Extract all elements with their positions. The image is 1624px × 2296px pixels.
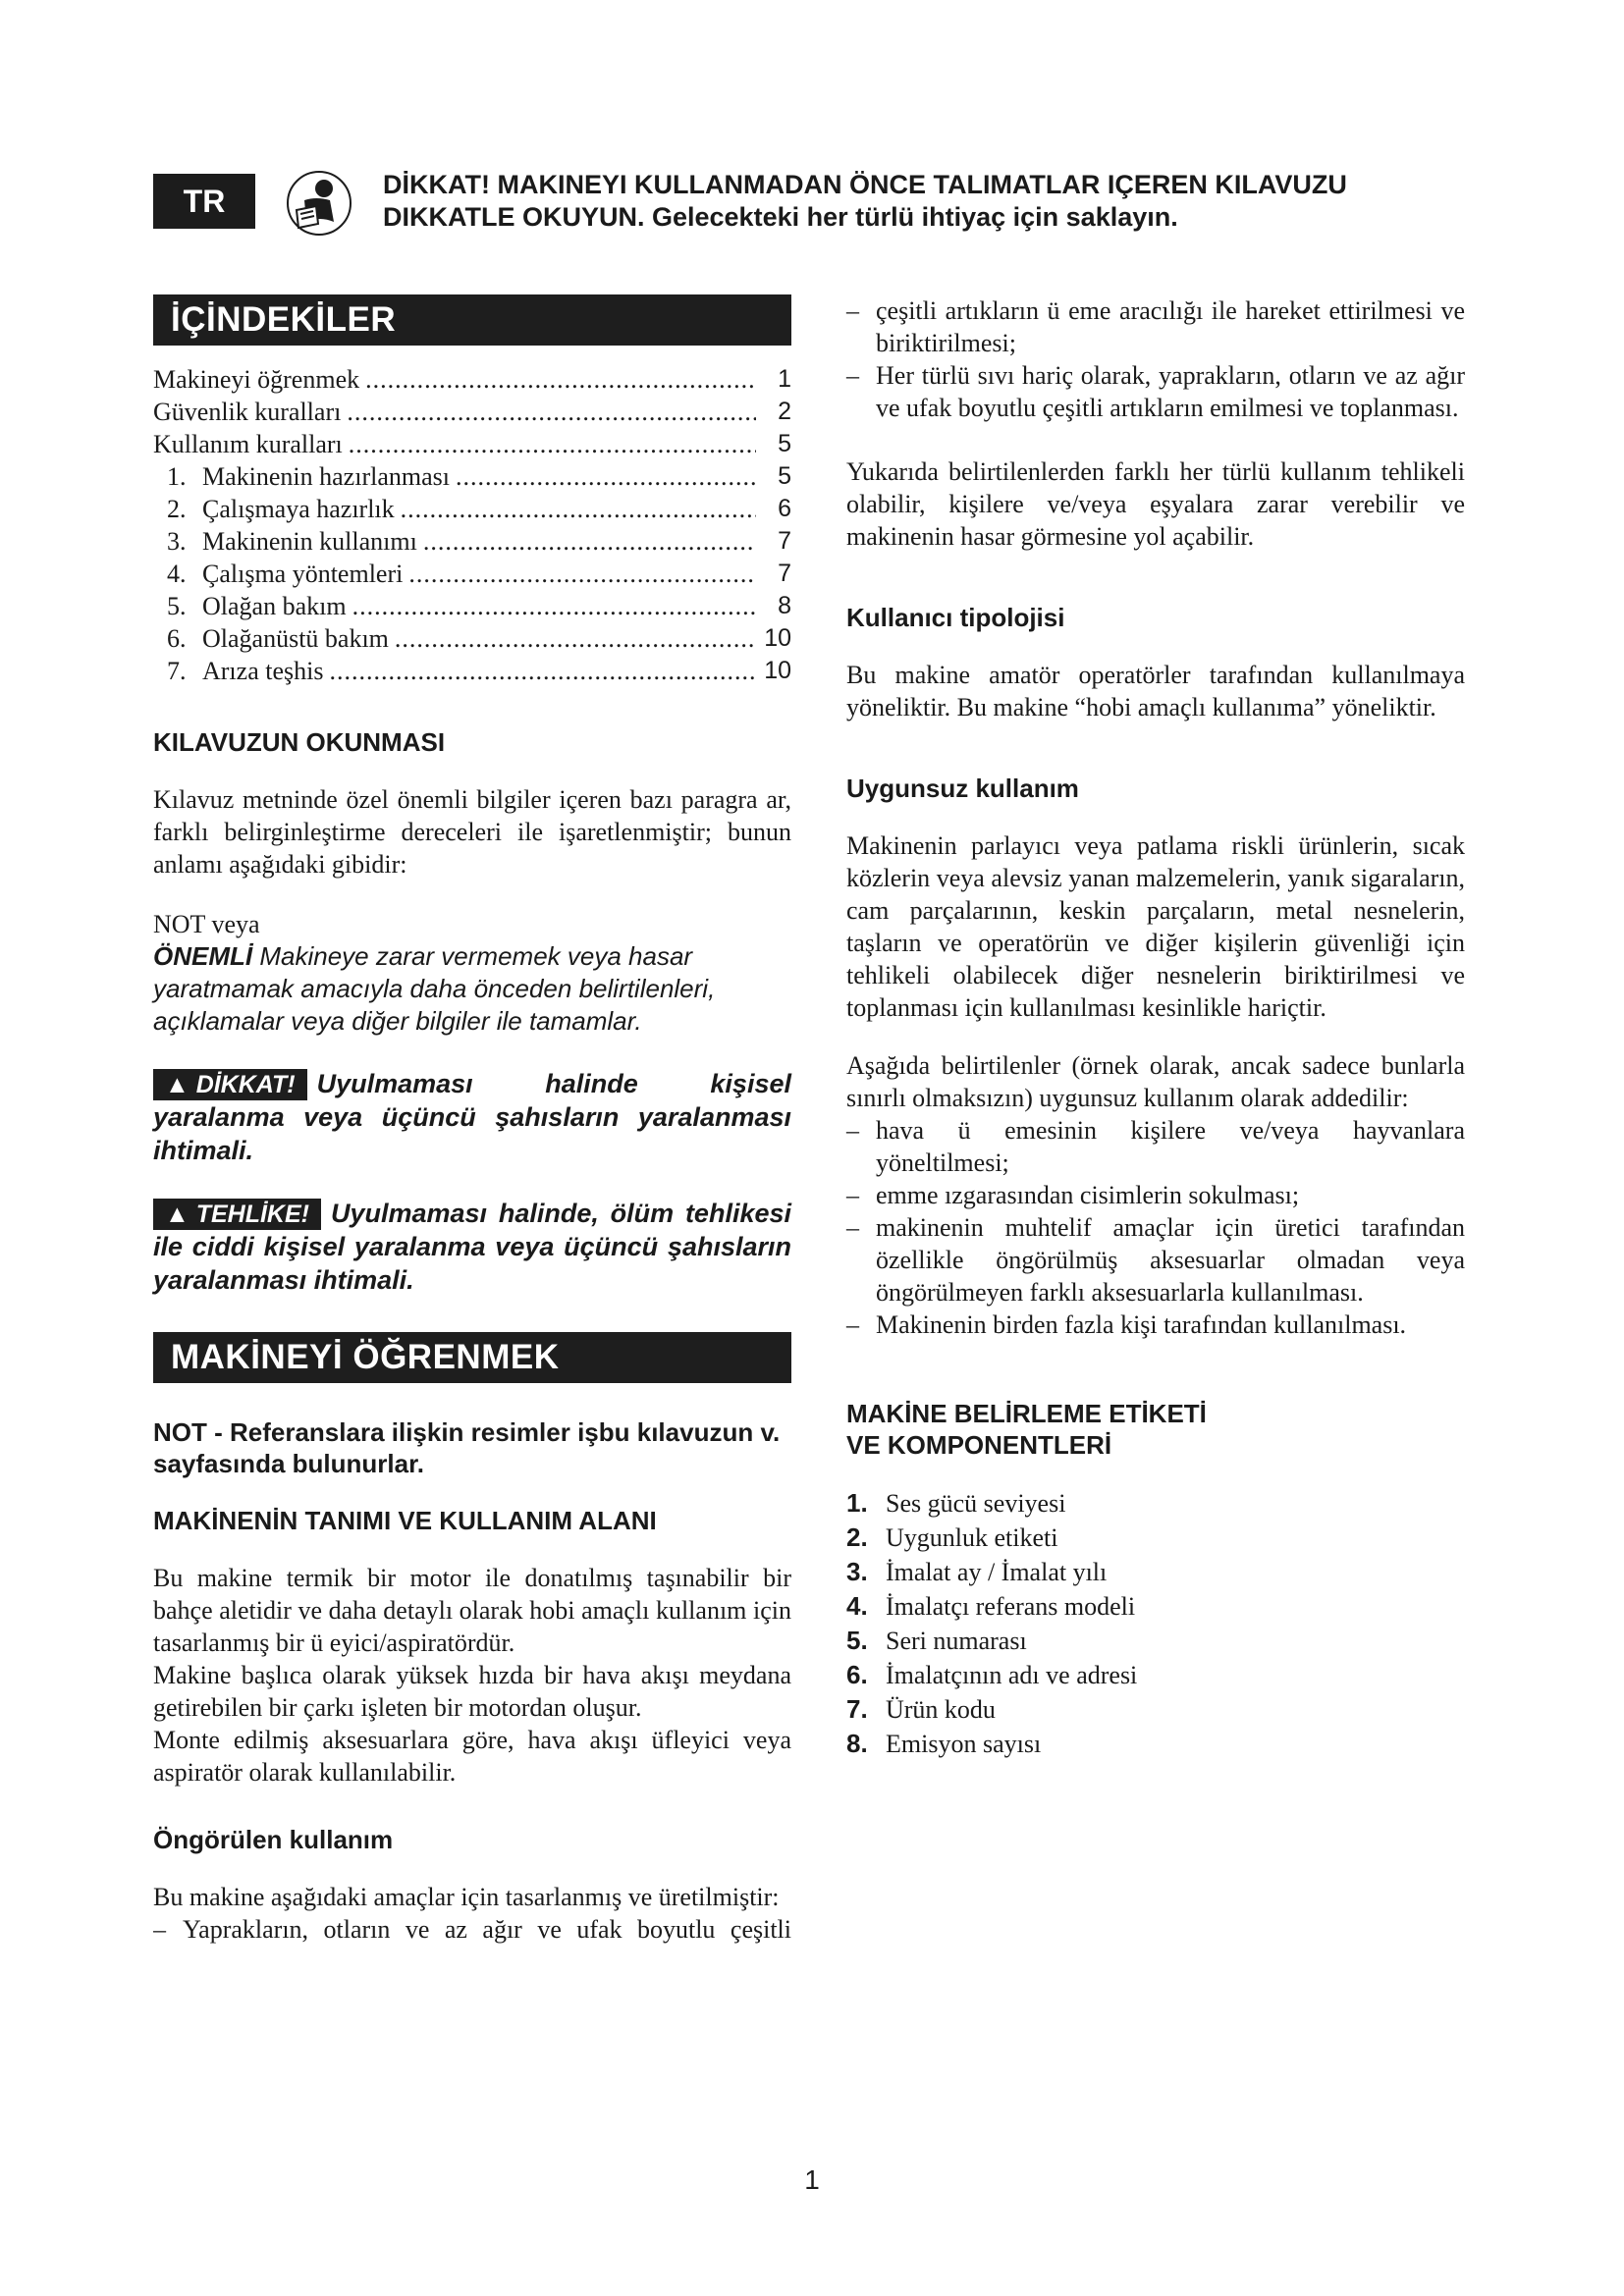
read-manual-icon	[287, 171, 352, 236]
toc-num: 4.	[167, 560, 187, 588]
intended-use-heading: Öngörülen kullanım	[153, 1825, 394, 1854]
toc-title: İÇİNDEKİLER	[153, 294, 791, 346]
toc-label: Olağanüstü bakım	[202, 624, 389, 653]
misuse-p2: Aşağıda belirtilenler (örnek olarak, ancak sadece bunlarla sınırlı olmaksızın) uygunsuz kullanım olarak addedilir:	[846, 1051, 1465, 1112]
tehlike-text: Uyulmaması halinde, ölüm tehlikesi ile ciddi kişisel yaralanma veya üçüncü şahısların yaralanması ihtimali.	[153, 1199, 791, 1295]
list-item	[846, 1727, 1465, 1761]
misuse-p1: Makinenin parlayıcı veya patlama riskli ürünlerin, sıcak közlerin veya alevsiz yanan malzemelerin, yanık sigaraların, cam parçalarının, keskin parçaların, metal nesnelerin, taşların ve operatörün ve diğer kişilerin güvenliği için tehlikeli olabilecek diğer nesnelerin biriktirilmesi ve toplanması için kullanılması kesinlikle hariçtir.	[846, 831, 1465, 1022]
onemli-text: Makineye zarar vermemek veya hasar yaratmamak amacıyla daha önceden belirtilenleri, açıklamalar veya diğer bilgiler ile tamamlar.	[153, 941, 716, 1036]
description-p2: Makine başlıca olarak yüksek hızda bir hava akışı meydana getirebilen bir çarkı işleten bir motordan oluşur.	[153, 1661, 791, 1722]
item-number: 6.	[846, 1660, 868, 1689]
list-item: – hava ü emesinin kişilere ve/veya hayvanlara yöneltilmesi;	[846, 1114, 1465, 1179]
toc-row[interactable]	[153, 655, 791, 687]
label-heading-line2: VE KOMPONENTLERİ	[846, 1430, 1112, 1460]
item-number: 8.	[846, 1729, 868, 1758]
dikkat-text: Uyulmaması halinde kişisel yaralanma veya üçüncü şahısların yaralanması ihtimali.	[153, 1069, 791, 1165]
table-of-contents	[153, 363, 791, 687]
list-item	[846, 1521, 1465, 1555]
language-badge: TR	[153, 174, 255, 229]
misuse-list	[846, 1114, 1465, 1341]
list-item: – Makinenin birden fazla kişi tarafından kullanılması.	[846, 1308, 1465, 1341]
toc-page: 5	[778, 462, 791, 490]
toc-page: 10	[764, 657, 791, 684]
toc-page: 1	[778, 365, 791, 393]
warning-triangle-icon: ▲	[165, 1071, 189, 1098]
toc-row[interactable]	[153, 460, 791, 493]
item-number: 7.	[846, 1694, 868, 1724]
header-warning-line2: DIKKATLE OKUYUN. Gelecekteki her türlü ihtiyaç için saklayın.	[383, 202, 1178, 232]
item-text: Uygunluk etiketi	[886, 1523, 1058, 1552]
toc-page: 7	[778, 527, 791, 555]
toc-num: 3.	[167, 527, 187, 556]
other-use-text: Yukarıda belirtilenlerden farklı her türlü kullanım tehlikeli olabilir, kişilere ve/veya eşyalara zarar verebilir ve makinenin hasar görmesine yol açabilir.	[846, 457, 1465, 551]
item-text: Ses gücü seviyesi	[886, 1489, 1066, 1518]
learn-title: MAKİNEYİ ÖĞRENMEK	[153, 1332, 791, 1383]
label-heading-line1: MAKİNE BELİRLEME ETİKETİ	[846, 1399, 1207, 1428]
toc-row[interactable]	[153, 590, 791, 622]
list-item: – Yaprakların, otların ve az ağır ve ufak boyutlu çeşitli	[153, 1913, 791, 1946]
list-item	[846, 1555, 1465, 1589]
reading-intro: Kılavuz metninde özel önemli bilgiler içeren bazı paragra ar, farklı belirginleştirme dereceleri ile işaretlenmiştir; bunun anlamı aşağıdaki gibidir:	[153, 785, 791, 879]
tehlike-block	[153, 1197, 791, 1297]
toc-label: Kullanım kuralları	[153, 430, 343, 458]
tehlike-tag-label: TEHLİKE!	[195, 1201, 309, 1228]
toc-label: Çalışma yöntemleri	[202, 560, 404, 588]
dikkat-block	[153, 1067, 791, 1167]
item-text: Ürün kodu	[886, 1695, 996, 1724]
dikkat-tag	[153, 1069, 307, 1100]
list-item	[846, 1589, 1465, 1624]
toc-row[interactable]	[153, 493, 791, 525]
item-number: 5.	[846, 1626, 868, 1655]
warning-triangle-icon: ▲	[165, 1201, 189, 1228]
continuation-text: çeşitli artıkların ü eme aracılığı ile hareket ettirilmesi ve biriktirilmesi;	[876, 296, 1465, 357]
toc-page: 10	[764, 624, 791, 652]
description-heading: MAKİNENİN TANIMI VE KULLANIM ALANI	[153, 1506, 657, 1535]
toc-page: 7	[778, 560, 791, 587]
learn-note: NOT - Referanslara ilişkin resimler işbu kılavuzun v. sayfasında bulunurlar.	[153, 1417, 781, 1478]
onemli-note	[153, 940, 791, 1038]
toc-num: 1.	[167, 462, 187, 491]
dikkat-tag-label: DİKKAT!	[195, 1071, 296, 1098]
toc-label: Makineyi öğrenmek	[153, 365, 360, 394]
item-number: 2.	[846, 1522, 868, 1552]
description-p1: Bu makine termik bir motor ile donatılmış taşınabilir bir bahçe aletidir ve daha detaylı olarak hobi amaçlı kullanım için tasarlanmış bir ü eyici/aspiratördür.	[153, 1564, 791, 1657]
header-warning-line1: DİKKAT! MAKINEYI KULLANMADAN ÖNCE TALIMATLAR IÇEREN KILAVUZU	[383, 170, 1347, 199]
misuse-heading: Uygunsuz kullanım	[846, 774, 1079, 803]
item-text: İmalatçının adı ve adresi	[886, 1661, 1138, 1689]
toc-label: Olağan bakım	[202, 592, 347, 620]
toc-row[interactable]	[153, 525, 791, 558]
item-number: 3.	[846, 1557, 868, 1586]
list-item	[846, 1624, 1465, 1658]
toc-row[interactable]	[153, 428, 791, 460]
toc-page: 5	[778, 430, 791, 457]
list-item	[846, 1486, 1465, 1521]
toc-page: 6	[778, 495, 791, 522]
list-item: – Her türlü sıvı hariç olarak, yaprakların, otların ve az ağır ve ufak boyutlu çeşitli artıkların emilmesi ve toplanması.	[846, 359, 1465, 424]
toc-num: 7.	[167, 657, 187, 685]
toc-page: 2	[778, 398, 791, 425]
toc-page: 8	[778, 592, 791, 619]
toc-label: Çalışmaya hazırlık	[202, 495, 395, 523]
toc-label: Arıza teşhis	[202, 657, 324, 685]
user-type-heading: Kullanıcı tipolojisi	[846, 603, 1065, 632]
tehlike-tag	[153, 1199, 321, 1230]
page-number: 1	[804, 2164, 820, 2195]
toc-label: Makinenin kullanımı	[202, 527, 417, 556]
list-item: – emme ızgarasından cisimlerin sokulması;	[846, 1179, 1465, 1211]
header-warning	[383, 169, 1522, 234]
toc-label: Makinenin hazırlanması	[202, 462, 450, 491]
toc-row[interactable]	[153, 558, 791, 590]
item-number: 4.	[846, 1591, 868, 1621]
item-number: 1.	[846, 1488, 868, 1518]
toc-num: 2.	[167, 495, 187, 523]
user-type-text: Bu makine amatör operatörler tarafından kullanılmaya yöneliktir. Bu makine “hobi amaçlı kullanıma” yöneliktir.	[846, 661, 1465, 721]
onemli-label: ÖNEMLİ	[153, 941, 253, 971]
label-section-heading	[846, 1398, 1465, 1461]
intended-use-list-continued	[846, 294, 1465, 424]
toc-num: 6.	[167, 624, 187, 653]
list-item	[846, 1692, 1465, 1727]
item-text: İmalatçı referans modeli	[886, 1592, 1136, 1621]
item-text: Emisyon sayısı	[886, 1730, 1042, 1758]
toc-row[interactable]	[153, 363, 791, 396]
toc-row[interactable]	[153, 396, 791, 428]
list-item	[846, 1658, 1465, 1692]
list-item: – makinenin muhtelif amaçlar için üretici tarafından özellikle öngörülmüş aksesuarlar olmadan veya öngörülmeyen farklı aksesuarlarla kullanılması.	[846, 1211, 1465, 1308]
description-p3: Monte edilmiş aksesuarlara göre, hava akışı üfleyici veya aspiratör olarak kullanılabilir.	[153, 1726, 791, 1787]
toc-row[interactable]	[153, 622, 791, 655]
intended-use-list	[153, 1913, 791, 1946]
not-veya-label: NOT veya	[153, 910, 260, 938]
label-components-list	[846, 1486, 1465, 1761]
reading-heading: KILAVUZUN OKUNMASI	[153, 727, 446, 757]
toc-label: Güvenlik kuralları	[153, 398, 342, 426]
intended-use-intro: Bu makine aşağıdaki amaçlar için tasarlanmış ve üretilmiştir:	[153, 1883, 780, 1911]
list-item-continued	[846, 294, 1465, 359]
item-text: İmalat ay / İmalat yılı	[886, 1558, 1108, 1586]
item-text: Seri numarası	[886, 1627, 1027, 1655]
toc-num: 5.	[167, 592, 187, 620]
